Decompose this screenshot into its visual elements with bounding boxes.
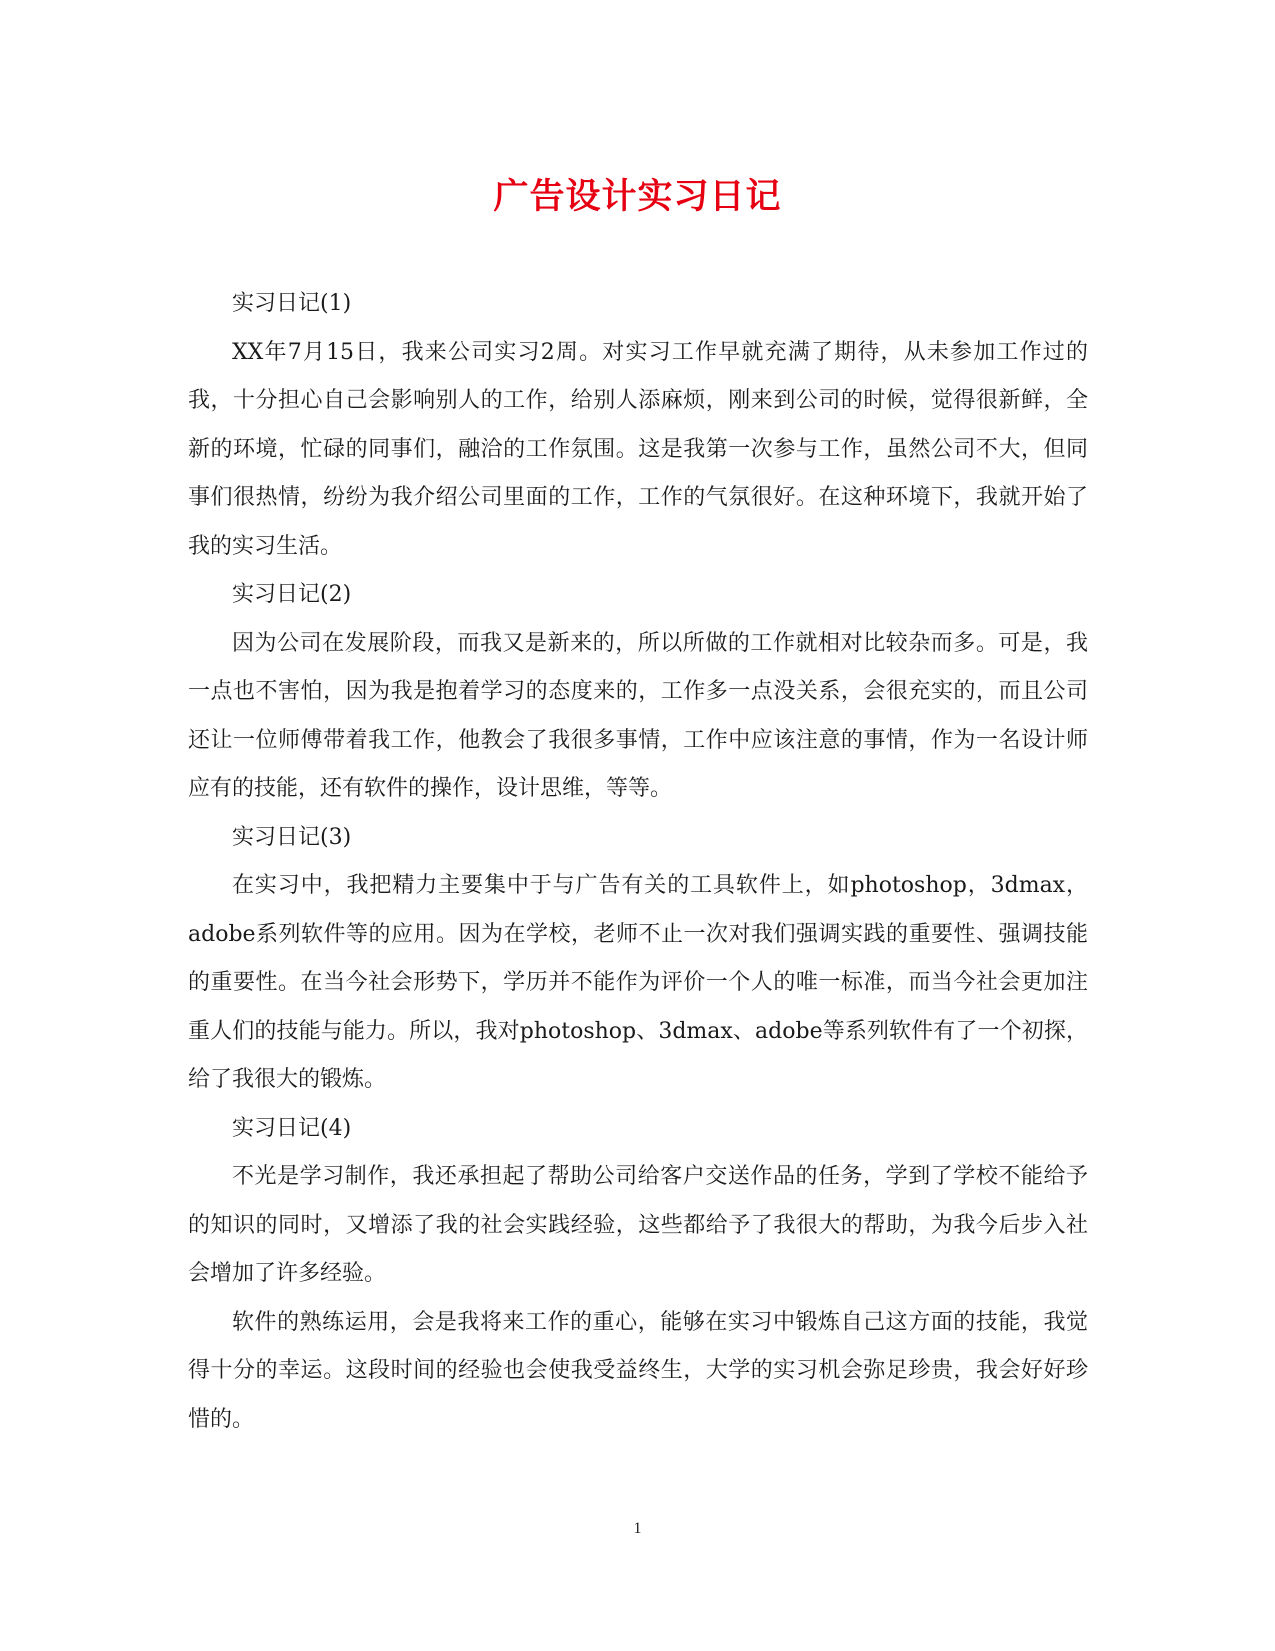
diary-paragraph-5: 软件的熟练运用，会是我将来工作的重心，能够在实习中锻炼自己这方面的技能，我觉得十分的幸运。这段时间的经验也会使我受益终生，大学的实习机会弥足珍贵，我会好好珍惜的。 [188,1309,1088,1432]
diary-paragraph-3: 在实习中，我把精力主要集中于与广告有关的工具软件上，如photoshop，3dmax，adobe系列软件等的应用。因为在学校，老师不止一次对我们强调实践的重要性、强调技能的重要性。在当今社会形势下，学历并不能作为评价一个人的唯一标准，而当今社会更加注重人们的技能与能力。所以，我对photoshop、3dmax、adobe等系列软件有了一个初探，给了我很大的锻炼。 [188,873,1088,1092]
diary-paragraph-4: 不光是学习制作，我还承担起了帮助公司给客户交送作品的任务，学到了学校不能给予的知识的同时，又增添了我的社会实践经验，这些都给予了我很大的帮助，为我今后步入社会增加了许多经验。 [188,1164,1088,1286]
document-body [188,280,1088,1444]
diary-paragraph-1: XX年7月15日，我来公司实习2周。对实习工作早就充满了期待，从未参加工作过的我，十分担心自己会影响别人的工作，给别人添麻烦，刚来到公司的时候，觉得很新鲜，全新的环境，忙碌的同事们，融洽的工作氛围。这是我第一次参与工作，虽然公司不大，但同事们很热情，纷纷为我介绍公司里面的工作，工作的气氛很好。在这种环境下，我就开始了我的实习生活。 [188,339,1088,559]
diary-heading-1: 实习日记(1) [232,291,352,316]
diary-heading-3: 实习日记(3) [232,824,352,850]
document-title: 广告设计实习日记 [493,176,782,217]
page-number: 1 [633,1520,642,1537]
diary-heading-4: 实习日记(4) [232,1115,352,1141]
diary-heading-2: 实习日记(2) [232,582,352,607]
diary-paragraph-2: 因为公司在发展阶段，而我又是新来的，所以所做的工作就相对比较杂而多。可是，我一点也不害怕，因为我是抱着学习的态度来的，工作多一点没关系，会很充实的，而且公司还让一位师傅带着我工作，他教会了我很多事情，工作中应该注意的事情，作为一名设计师应有的技能，还有软件的操作，设计思维，等等。 [188,630,1088,801]
